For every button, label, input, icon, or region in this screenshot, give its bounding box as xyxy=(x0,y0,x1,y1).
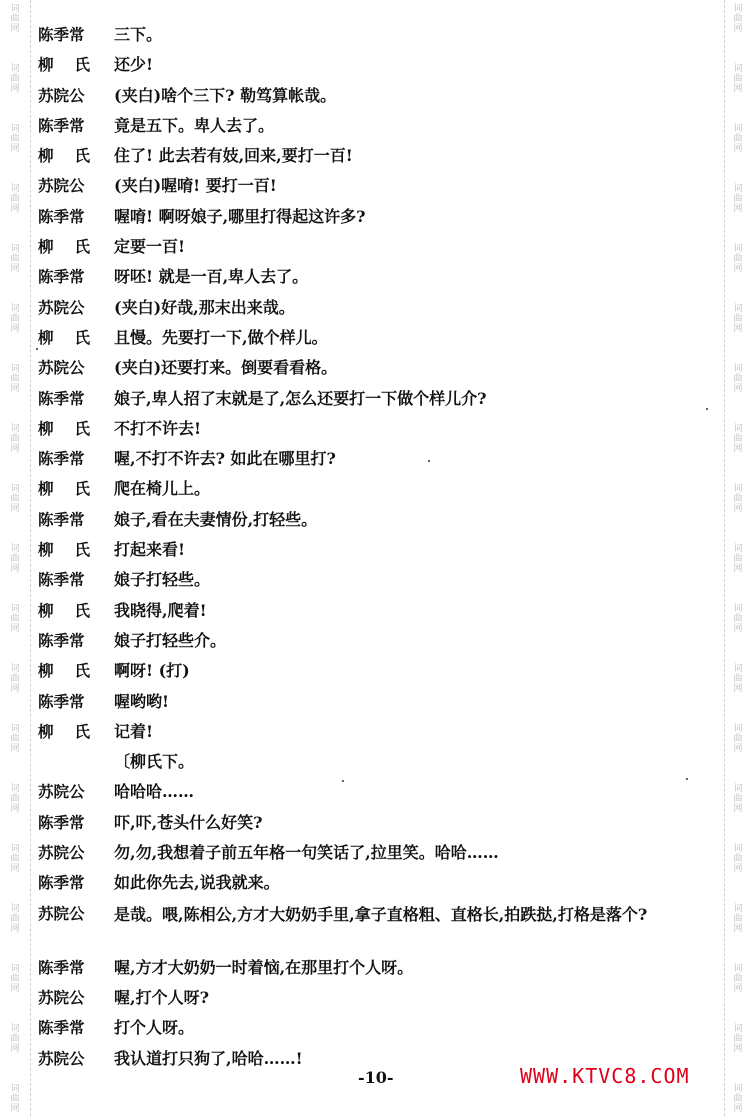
dialogue-text: 如此你先去,说我就来。 xyxy=(114,873,280,893)
dialogue-text: 不打不许去! xyxy=(114,418,202,438)
scan-speck xyxy=(428,460,430,462)
scan-speck xyxy=(36,348,38,350)
dialogue-line xyxy=(0,353,750,383)
margin-watermark: 词曲网 xyxy=(10,184,20,214)
margin-watermark: 词曲网 xyxy=(733,724,743,754)
dialogue-text: 是哉。喂,陈相公,方才大奶奶手里,拿子直格粗、直格长,拍跌挞,打格是落个? xyxy=(114,904,648,924)
dialogue-line xyxy=(0,505,750,535)
margin-watermark: 词曲网 xyxy=(733,484,743,514)
speaker-name: 柳氏 xyxy=(38,541,112,560)
speaker-name: 苏院公 xyxy=(38,1049,85,1068)
dialogue-text: 爬在椅儿上。 xyxy=(114,479,211,499)
margin-watermark: 词曲网 xyxy=(733,244,743,274)
dialogue-text: 娘子打轻些。 xyxy=(114,570,211,590)
dialogue-text: 打起来看! xyxy=(114,540,186,560)
dialogue-text: 还少! xyxy=(114,55,154,75)
dialogue-line xyxy=(0,20,750,50)
speaker-name: 陈季常 xyxy=(38,510,85,529)
dialogue-line xyxy=(0,808,750,838)
speaker-name: 柳氏 xyxy=(38,147,112,166)
dialogue-text: 呀呸! 就是一百,卑人去了。 xyxy=(114,267,309,287)
speaker-name: 苏院公 xyxy=(38,86,85,105)
dialogue-text: 喔,不打不许去? 如此在哪里打? xyxy=(114,449,336,469)
speaker-name: 陈季常 xyxy=(38,26,85,44)
dialogue-text: (夹白)还要打来。倒要看看格。 xyxy=(114,358,338,378)
margin-watermark: 词曲网 xyxy=(10,484,20,514)
margin-watermark: 词曲网 xyxy=(733,784,743,814)
margin-watermark: 词曲网 xyxy=(733,124,743,154)
margin-watermark: 词曲网 xyxy=(733,664,743,694)
dialogue-text: 住了! 此去若有妓,回来,要打一百! xyxy=(114,146,353,166)
dialogue-text: 我晓得,爬着! xyxy=(114,600,207,620)
margin-watermark: 词曲网 xyxy=(10,424,20,454)
margin-watermark: 词曲网 xyxy=(10,4,20,34)
dialogue-line xyxy=(0,1013,750,1043)
margin-watermark: 词曲网 xyxy=(10,904,20,934)
dialogue-line xyxy=(0,687,750,717)
dialogue-text: 我认道打只狗了,哈哈……! xyxy=(114,1048,303,1068)
speaker-name: 陈季常 xyxy=(38,116,85,135)
dialogue-text: 喔唷! 啊呀娘子,哪里打得起这许多? xyxy=(114,206,366,226)
dialogue-line xyxy=(0,444,750,474)
speaker-name: 陈季常 xyxy=(38,268,85,287)
speaker-name: 陈季常 xyxy=(38,1019,85,1038)
speaker-name: 苏院公 xyxy=(38,783,85,802)
scan-speck xyxy=(686,778,688,780)
dialogue-text: 娘子,卑人招了末就是了,怎么还要打一下做个样儿介? xyxy=(114,388,487,408)
margin-watermark: 词曲网 xyxy=(10,544,20,574)
dialogue-text: 竟是五下。卑人去了。 xyxy=(114,115,275,135)
dialogue-line xyxy=(0,899,750,953)
speaker-name: 柳氏 xyxy=(38,601,112,620)
margin-watermark: 词曲网 xyxy=(10,964,20,994)
dialogue-line xyxy=(0,656,750,686)
dialogue-text: (夹白)好哉,那末出来哉。 xyxy=(114,297,295,317)
dialogue-line xyxy=(0,838,750,868)
dialogue-line xyxy=(0,414,750,444)
dialogue-line xyxy=(0,565,750,595)
dialogue-text: (夹白)喔唷! 要打一百! xyxy=(114,176,277,196)
margin-watermark: 词曲网 xyxy=(733,964,743,994)
dialogue-line xyxy=(0,868,750,898)
page-number: -10- xyxy=(358,1068,394,1087)
dialogue-line xyxy=(0,953,750,983)
dialogue-text: 打个人呀。 xyxy=(114,1018,195,1038)
speaker-name: 柳氏 xyxy=(38,480,112,499)
dialogue-text: 喔,打个人呀? xyxy=(114,987,209,1007)
script-dialogue xyxy=(0,20,750,1074)
margin-watermark: 词曲网 xyxy=(10,304,20,334)
margin-watermark: 词曲网 xyxy=(733,1024,743,1054)
margin-watermark: 词曲网 xyxy=(733,844,743,874)
margin-watermark: 词曲网 xyxy=(10,244,20,274)
margin-watermark: 词曲网 xyxy=(10,664,20,694)
speaker-name: 柳氏 xyxy=(38,328,112,347)
speaker-name: 苏院公 xyxy=(38,359,85,378)
dialogue-text: 哈哈哈…… xyxy=(114,782,195,802)
speaker-name: 苏院公 xyxy=(38,904,85,923)
dialogue-line xyxy=(0,747,750,777)
dialogue-text: 娘子打轻些介。 xyxy=(114,630,227,650)
margin-watermark: 词曲网 xyxy=(733,1084,743,1114)
margin-watermark: 词曲网 xyxy=(733,304,743,334)
speaker-name: 苏院公 xyxy=(38,298,85,317)
dialogue-text: 且慢。先要打一下,做个样儿。 xyxy=(114,327,328,347)
speaker-name: 陈季常 xyxy=(38,207,85,226)
dialogue-line xyxy=(0,171,750,201)
speaker-name: 苏院公 xyxy=(38,844,85,863)
dialogue-line xyxy=(0,717,750,747)
speaker-name: 陈季常 xyxy=(38,692,85,711)
dialogue-line xyxy=(0,111,750,141)
speaker-name: 柳氏 xyxy=(38,722,112,741)
margin-watermark: 词曲网 xyxy=(733,364,743,394)
margin-watermark: 词曲网 xyxy=(733,424,743,454)
dialogue-line xyxy=(0,293,750,323)
margin-watermark: 词曲网 xyxy=(733,604,743,634)
dialogue-text: 定要一百! xyxy=(114,237,186,257)
margin-watermark: 词曲网 xyxy=(10,844,20,874)
margin-watermark: 词曲网 xyxy=(733,64,743,94)
margin-watermark: 词曲网 xyxy=(10,124,20,154)
dialogue-text: 勿,勿,我想着子前五年格一句笑话了,拉里笑。哈哈…… xyxy=(114,843,499,863)
dialogue-line xyxy=(0,232,750,262)
site-watermark: WWW.KTVC8.COM xyxy=(520,1064,690,1088)
speaker-name: 陈季常 xyxy=(38,958,85,977)
dialogue-line xyxy=(0,262,750,292)
speaker-name: 陈季常 xyxy=(38,450,85,469)
speaker-name: 陈季常 xyxy=(38,631,85,650)
margin-watermark: 词曲网 xyxy=(733,544,743,574)
dialogue-text: (夹白)啥个三下? 勒笃算帐哉。 xyxy=(114,85,337,105)
dialogue-line xyxy=(0,141,750,171)
speaker-name: 陈季常 xyxy=(38,874,85,893)
margin-watermark: 词曲网 xyxy=(10,724,20,754)
dialogue-text: 喔哟哟! xyxy=(114,691,170,711)
dialogue-text: 吓,吓,苍头什么好笑? xyxy=(114,812,263,832)
dialogue-line xyxy=(0,777,750,807)
speaker-name: 苏院公 xyxy=(38,988,85,1007)
dialogue-line xyxy=(0,50,750,80)
margin-watermark: 词曲网 xyxy=(10,364,20,394)
dialogue-line xyxy=(0,81,750,111)
speaker-name: 柳氏 xyxy=(38,238,112,257)
speaker-name: 柳氏 xyxy=(38,56,112,75)
dialogue-text: 啊呀! (打) xyxy=(114,661,190,681)
speaker-name: 柳氏 xyxy=(38,419,112,438)
margin-watermark: 词曲网 xyxy=(10,1024,20,1054)
dialogue-text: 〔柳氏下。 xyxy=(114,752,195,772)
dialogue-line xyxy=(0,384,750,414)
scan-speck xyxy=(342,780,344,782)
margin-watermark: 词曲网 xyxy=(10,64,20,94)
margin-watermark: 词曲网 xyxy=(733,904,743,934)
margin-watermark: 词曲网 xyxy=(10,784,20,814)
margin-watermark: 词曲网 xyxy=(10,1084,20,1114)
speaker-name: 陈季常 xyxy=(38,389,85,408)
dialogue-line xyxy=(0,596,750,626)
dialogue-text: 三下。 xyxy=(114,25,163,44)
margin-watermark: 词曲网 xyxy=(733,184,743,214)
dialogue-line xyxy=(0,323,750,353)
margin-watermark: 词曲网 xyxy=(10,604,20,634)
scan-speck xyxy=(706,408,708,410)
speaker-name: 苏院公 xyxy=(38,177,85,196)
speaker-name: 陈季常 xyxy=(38,571,85,590)
margin-watermark: 词曲网 xyxy=(733,4,743,34)
speaker-name: 陈季常 xyxy=(38,813,85,832)
dialogue-text: 记着! xyxy=(114,721,154,741)
dialogue-line xyxy=(0,474,750,504)
dialogue-text: 喔,方才大奶奶一时着恼,在那里打个人呀。 xyxy=(114,957,414,977)
dialogue-text: 娘子,看在夫妻情份,打轻些。 xyxy=(114,509,318,529)
dialogue-line xyxy=(0,983,750,1013)
speaker-name: 柳氏 xyxy=(38,662,112,681)
dialogue-line xyxy=(0,626,750,656)
dialogue-line xyxy=(0,535,750,565)
dialogue-line xyxy=(0,202,750,232)
